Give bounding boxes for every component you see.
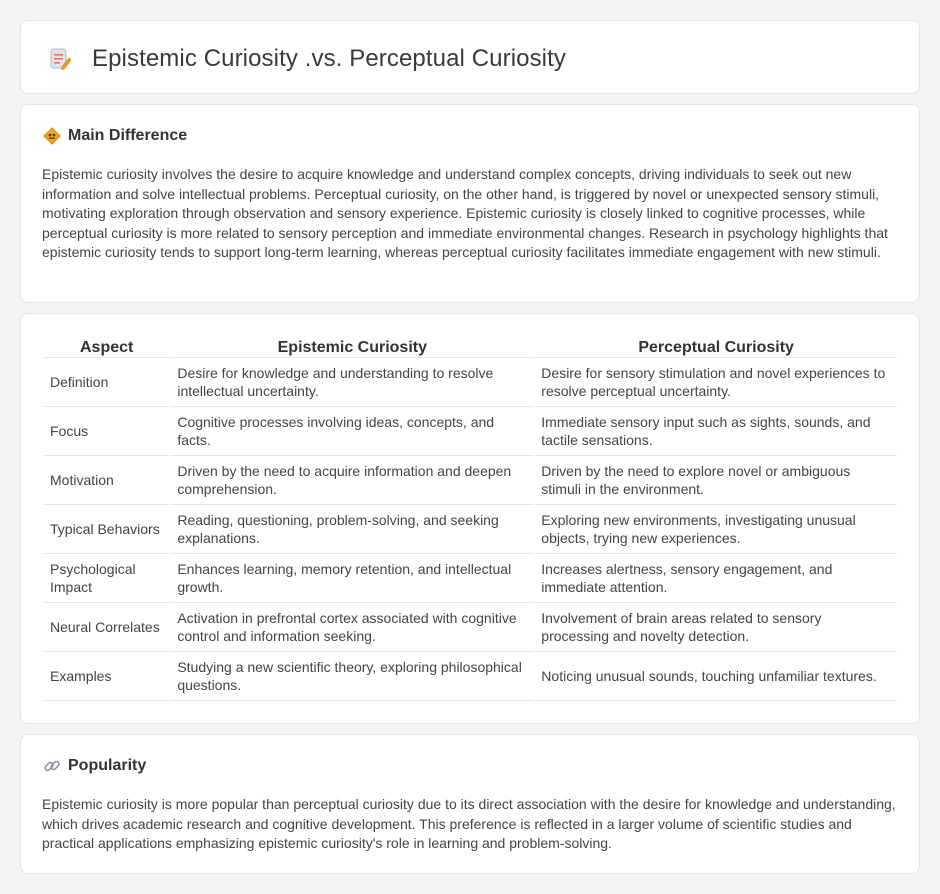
table-row	[44, 603, 897, 652]
table-row	[44, 456, 897, 505]
row-aspect: Definition	[44, 358, 169, 407]
table-row	[44, 554, 897, 603]
row-perceptual: Involvement of brain areas related to sensory processing and novelty detection.	[535, 603, 897, 652]
row-perceptual: Driven by the need to explore novel or ambiguous stimuli in the environment.	[535, 456, 897, 505]
row-aspect: Typical Behaviors	[44, 505, 169, 554]
table-row	[44, 407, 897, 456]
row-perceptual: Immediate sensory input such as sights, sounds, and tactile sensations.	[535, 407, 897, 456]
comparison-section	[20, 313, 920, 724]
main-difference-section	[20, 104, 920, 303]
main-difference-heading: Main Difference	[68, 127, 188, 144]
page-title: Epistemic Curiosity .vs. Perceptual Curiosity	[92, 45, 566, 72]
row-epistemic: Cognitive processes involving ideas, concepts, and facts.	[171, 407, 533, 456]
diamond-sign-icon	[43, 127, 61, 145]
main-difference-header	[43, 127, 187, 145]
row-perceptual: Exploring new environments, investigating unusual objects, trying new experiences.	[535, 505, 897, 554]
row-aspect: Focus	[44, 407, 169, 456]
row-aspect: Examples	[44, 652, 169, 701]
row-epistemic: Enhances learning, memory retention, and intellectual growth.	[171, 554, 533, 603]
row-epistemic: Driven by the need to acquire information and deepen comprehension.	[171, 456, 533, 505]
row-epistemic: Reading, questioning, problem-solving, and seeking explanations.	[171, 505, 533, 554]
main-difference-text: Epistemic curiosity involves the desire to acquire knowledge and understand complex concepts, driving individuals to seek out new information and solve intellectual problems. Perceptual curiosity, on the other hand, is triggered by novel or unexpected sensory stimuli, motivating exploration through observation and sensory experience. Epistemic curiosity is closely linked to cognitive processes, while perceptual curiosity is more related to sensory perception and immediate environmental changes. Research in psychology highlights that epistemic curiosity tends to support long-term learning, whereas perceptual curiosity facilitates immediate engagement with new stimuli.	[42, 166, 888, 260]
table-header-row	[44, 336, 897, 358]
popularity-heading: Popularity	[68, 757, 147, 774]
row-perceptual: Desire for sensory stimulation and novel experiences to resolve perceptual uncertainty.	[535, 358, 897, 407]
row-perceptual: Increases alertness, sensory engagement, and immediate attention.	[535, 554, 897, 603]
header-perceptual: Perceptual Curiosity	[535, 336, 897, 358]
row-perceptual: Noticing unusual sounds, touching unfamiliar textures.	[535, 652, 897, 701]
header-aspect: Aspect	[44, 336, 169, 358]
comparison-table	[42, 336, 899, 701]
row-epistemic: Studying a new scientific theory, exploring philosophical questions.	[171, 652, 533, 701]
popularity-header	[43, 757, 146, 775]
popularity-text: Epistemic curiosity is more popular than perceptual curiosity due to its direct association with the desire for knowledge and understanding, which drives academic research and cognitive development. This preference is reflected in a larger volume of scientific studies and practical applications emphasizing epistemic curiosity's role in learning and problem-solving.	[42, 796, 896, 851]
row-epistemic: Activation in prefrontal cortex associated with cognitive control and information seeking.	[171, 603, 533, 652]
table-row	[44, 505, 897, 554]
link-icon	[43, 757, 61, 775]
header-epistemic: Epistemic Curiosity	[171, 336, 533, 358]
row-aspect: Psychological Impact	[44, 554, 169, 603]
row-aspect: Neural Correlates	[44, 603, 169, 652]
table-row	[44, 652, 897, 701]
popularity-section	[20, 734, 920, 874]
row-epistemic: Desire for knowledge and understanding to resolve intellectual uncertainty.	[171, 358, 533, 407]
document-pencil-icon	[49, 47, 71, 71]
title-card	[20, 20, 920, 94]
table-row	[44, 358, 897, 407]
row-aspect: Motivation	[44, 456, 169, 505]
